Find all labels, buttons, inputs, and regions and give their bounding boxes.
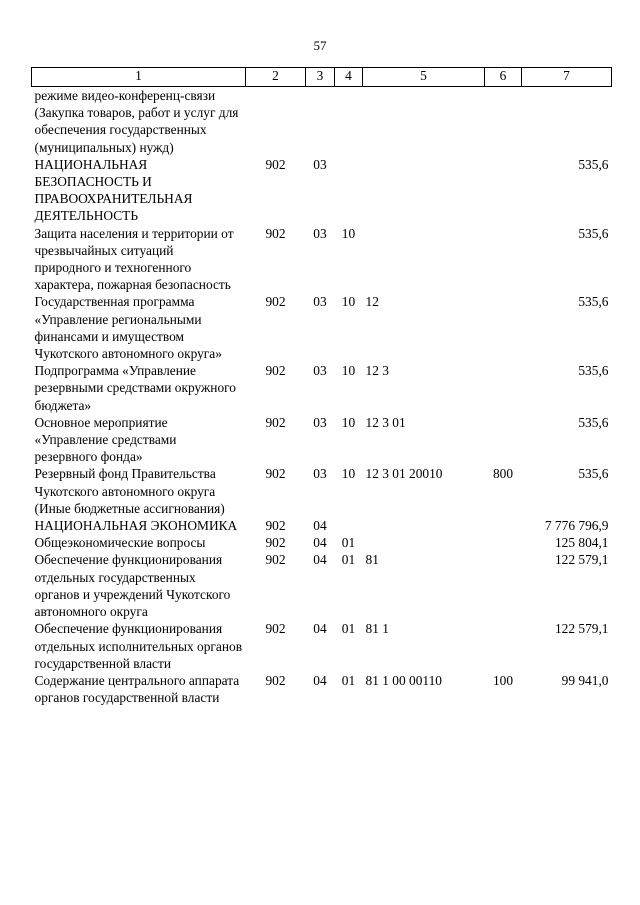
row-subsection: 01 bbox=[341, 672, 356, 688]
row-amount: 535,6 bbox=[578, 156, 609, 172]
table-body bbox=[32, 87, 612, 707]
table-row bbox=[32, 672, 612, 706]
row-target-code: 12 3 01 bbox=[365, 414, 406, 430]
row-subsection: 01 bbox=[341, 621, 356, 637]
row-amount: 99 941,0 bbox=[561, 672, 609, 688]
row-amount: 535,6 bbox=[578, 414, 609, 430]
row-amount: 535,6 bbox=[578, 294, 609, 310]
row-expense-type bbox=[485, 414, 522, 466]
row-target-code bbox=[363, 87, 485, 156]
row-subsection: 01 bbox=[341, 552, 356, 568]
row-target-code: 81 bbox=[365, 552, 379, 568]
table-row bbox=[32, 551, 612, 620]
row-section: 03 bbox=[313, 294, 327, 310]
row-target-code bbox=[363, 156, 485, 225]
row-subsection: 10 bbox=[341, 225, 356, 241]
row-name: Содержание центрального аппарата органов государственной власти bbox=[34, 672, 240, 706]
column-header: 2 bbox=[246, 68, 306, 87]
row-expense-type bbox=[485, 225, 522, 294]
row-admin-code: 902 bbox=[265, 535, 286, 551]
row-expense-type bbox=[485, 534, 522, 551]
row-amount: 535,6 bbox=[578, 466, 609, 482]
row-subsection: 10 bbox=[341, 466, 356, 482]
row-name: Государственная программа «Управление региональными финансами и имуществом Чукотского автономного округа» bbox=[34, 294, 222, 362]
row-target-code: 12 3 01 20010 bbox=[365, 466, 443, 482]
row-subsection: 10 bbox=[341, 294, 356, 310]
row-expense-type: 100 bbox=[492, 672, 514, 688]
row-name: Обеспечение функционирования отдельных государственных органов и учреждений Чукотского автономного округа bbox=[34, 552, 231, 620]
row-expense-type bbox=[485, 87, 522, 156]
row-section: 04 bbox=[313, 672, 327, 688]
column-header: 5 bbox=[363, 68, 485, 87]
page-number: 57 bbox=[313, 38, 327, 53]
row-section: 03 bbox=[313, 466, 327, 482]
row-section: 04 bbox=[313, 621, 327, 637]
row-target-code bbox=[363, 517, 485, 534]
table-row bbox=[32, 517, 612, 534]
row-amount: 535,6 bbox=[578, 225, 609, 241]
row-expense-type bbox=[485, 620, 522, 672]
row-name: режиме видео-конференц-связи (Закупка товаров, работ и услуг для обеспечения государственных (муниципальных) нужд) bbox=[34, 88, 239, 155]
row-subsection: 01 bbox=[341, 535, 356, 551]
row-name: НАЦИОНАЛЬНАЯ БЕЗОПАСНОСТЬ И ПРАВООХРАНИТЕЛЬНАЯ ДЕЯТЕЛЬНОСТЬ bbox=[34, 156, 193, 224]
row-subsection: 10 bbox=[341, 363, 356, 379]
table-row bbox=[32, 414, 612, 466]
table-row bbox=[32, 362, 612, 414]
row-amount: 122 579,1 bbox=[554, 552, 609, 568]
table-row bbox=[32, 87, 612, 156]
row-amount bbox=[522, 87, 612, 156]
row-admin-code: 902 bbox=[265, 672, 286, 688]
row-subsection bbox=[335, 156, 363, 225]
row-name: Обеспечение функционирования отдельных исполнительных органов государственной власти bbox=[34, 621, 243, 671]
row-expense-type bbox=[485, 293, 522, 362]
row-admin-code: 902 bbox=[265, 466, 286, 482]
row-name: Защита населения и территории от чрезвычайных ситуаций природного и техногенного характера, пожарная безопасность bbox=[34, 225, 234, 293]
table-row bbox=[32, 620, 612, 672]
row-amount: 122 579,1 bbox=[554, 621, 609, 637]
row-amount: 7 776 796,9 bbox=[544, 518, 609, 534]
table-row bbox=[32, 465, 612, 517]
row-subsection: 10 bbox=[341, 414, 356, 430]
row-section: 03 bbox=[313, 156, 327, 172]
row-section bbox=[306, 87, 335, 156]
row-section: 04 bbox=[313, 552, 327, 568]
row-expense-type bbox=[485, 362, 522, 414]
row-admin-code: 902 bbox=[265, 414, 286, 430]
row-amount: 535,6 bbox=[578, 363, 609, 379]
row-amount: 125 804,1 bbox=[554, 535, 609, 551]
row-admin-code: 902 bbox=[265, 294, 286, 310]
column-header-row bbox=[32, 68, 612, 87]
row-expense-type bbox=[485, 156, 522, 225]
row-name: Подпрограмма «Управление резервными средствами окружного бюджета» bbox=[34, 363, 236, 413]
column-header: 3 bbox=[306, 68, 335, 87]
row-name: Общеэкономические вопросы bbox=[34, 535, 206, 551]
row-target-code: 12 bbox=[365, 294, 379, 310]
row-admin-code: 902 bbox=[265, 156, 286, 172]
table-row bbox=[32, 534, 612, 551]
row-name: Основное мероприятие «Управление средствами резервного фонда» bbox=[34, 414, 177, 465]
row-target-code: 81 1 00 00110 bbox=[365, 672, 442, 688]
budget-table bbox=[31, 67, 612, 706]
row-section: 03 bbox=[313, 414, 327, 430]
row-target-code bbox=[363, 225, 485, 294]
row-admin-code: 902 bbox=[265, 621, 286, 637]
row-section: 04 bbox=[313, 535, 327, 551]
row-expense-type bbox=[485, 517, 522, 534]
row-admin-code: 902 bbox=[265, 518, 286, 534]
row-subsection bbox=[335, 87, 363, 156]
column-header: 1 bbox=[32, 68, 246, 87]
table-row bbox=[32, 293, 612, 362]
row-section: 03 bbox=[313, 363, 327, 379]
row-name: НАЦИОНАЛЬНАЯ ЭКОНОМИКА bbox=[34, 518, 238, 534]
column-header: 4 bbox=[335, 68, 363, 87]
row-target-code: 81 1 bbox=[365, 621, 389, 637]
row-admin-code bbox=[246, 87, 306, 156]
column-header: 7 bbox=[522, 68, 612, 87]
row-expense-type bbox=[485, 551, 522, 620]
row-target-code bbox=[363, 534, 485, 551]
row-expense-type: 800 bbox=[492, 466, 514, 482]
column-header: 6 bbox=[485, 68, 522, 87]
table-row bbox=[32, 225, 612, 294]
row-section: 04 bbox=[313, 518, 327, 534]
row-admin-code: 902 bbox=[265, 363, 286, 379]
row-admin-code: 902 bbox=[265, 552, 286, 568]
row-name: Резервный фонд Правительства Чукотского автономного округа (Иные бюджетные ассигнования) bbox=[34, 466, 225, 516]
row-subsection bbox=[335, 517, 363, 534]
row-section: 03 bbox=[313, 225, 327, 241]
table-row bbox=[32, 156, 612, 225]
row-target-code: 12 3 bbox=[365, 363, 389, 379]
row-admin-code: 902 bbox=[265, 225, 286, 241]
